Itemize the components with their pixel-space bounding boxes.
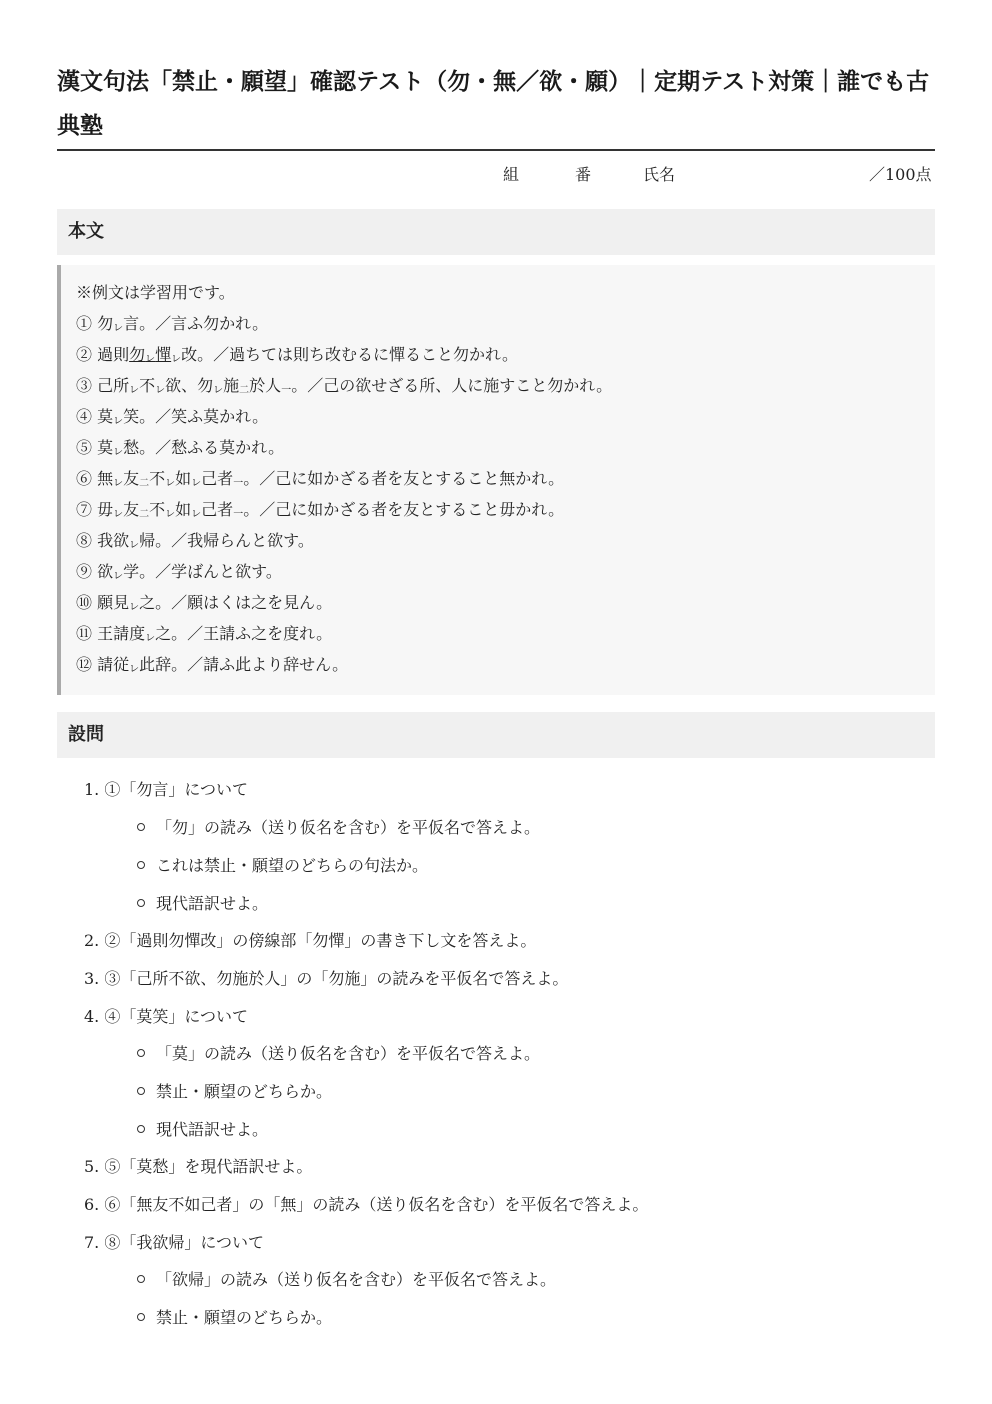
bullet-icon bbox=[137, 899, 145, 907]
question-2: 2. ②「過則勿憚改」の傍線部「勿憚」の書き下し文を答えよ。 bbox=[84, 931, 537, 950]
questions-heading: 設問 bbox=[57, 712, 935, 758]
question-1-sub-1: 「勿」の読み（送り仮名を含む）を平仮名で答えよ。 bbox=[137, 817, 540, 839]
question-4: 4. ④「莫笑」について bbox=[84, 1007, 249, 1026]
example-line-6: ⑥ 無レ友二不レ如レ己者一。／己に如かざる者を友とすること無かれ。 bbox=[76, 469, 565, 489]
example-line-1: ① 勿レ言。／言ふ勿かれ。 bbox=[76, 314, 269, 334]
page-title: 漢文句法「禁止・願望」確認テスト（勿・無／欲・願）｜定期テスト対策｜誰でも古典塾 bbox=[57, 68, 930, 139]
question-6: 6. ⑥「無友不如己者」の「無」の読み（送り仮名を含む）を平仮名で答えよ。 bbox=[84, 1195, 649, 1214]
question-1-sub-3: 現代語訳せよ。 bbox=[137, 893, 268, 915]
question-1-sub-2: これは禁止・願望のどちらの句法か。 bbox=[137, 855, 428, 877]
bullet-icon bbox=[137, 1313, 145, 1321]
example-line-12: ⑫ 請従レ此辞。／請ふ此より辞せん。 bbox=[76, 655, 349, 675]
question-7-sub-1: 「欲帰」の読み（送り仮名を含む）を平仮名で答えよ。 bbox=[137, 1269, 556, 1291]
example-line-8: ⑧ 我欲レ帰。／我帰らんと欲す。 bbox=[76, 531, 314, 551]
example-line-4: ④ 莫レ笑。／笑ふ莫かれ。 bbox=[76, 407, 269, 427]
bullet-icon bbox=[137, 1125, 145, 1133]
question-7: 7. ⑧「我欲帰」について bbox=[84, 1233, 265, 1252]
name-label: 氏名 bbox=[643, 165, 676, 184]
question-4-sub-2: 禁止・願望のどちらか。 bbox=[137, 1081, 332, 1103]
underlined-phrase: 勿レ憚 bbox=[129, 345, 172, 365]
example-line-5: ⑤ 莫レ愁。／愁ふる莫かれ。 bbox=[76, 438, 285, 458]
question-3: 3. ③「己所不欲、勿施於人」の「勿施」の読みを平仮名で答えよ。 bbox=[84, 969, 569, 988]
example-line-10: ⑩ 願見レ之。／願はくは之を見ん。 bbox=[76, 593, 333, 613]
question-1: 1. ①「勿言」について bbox=[84, 780, 249, 799]
bullet-icon bbox=[137, 1049, 145, 1057]
example-line-3: ③ 己所レ不レ欲、勿レ施二於人一。／己の欲せざる所、人に施すこと勿かれ。 bbox=[76, 376, 613, 396]
example-line-9: ⑨ 欲レ学。／学ばんと欲す。 bbox=[76, 562, 282, 582]
question-7-sub-2: 禁止・願望のどちらか。 bbox=[137, 1307, 332, 1329]
bullet-icon bbox=[137, 1275, 145, 1283]
honbun-box bbox=[57, 265, 935, 695]
honbun-note: ※例文は学習用です。 bbox=[76, 283, 235, 302]
number-label: 番 bbox=[575, 165, 592, 184]
example-line-2: ② 過則勿レ憚レ改。／過ちては則ち改むるに憚ること勿かれ。 bbox=[76, 345, 518, 365]
question-4-sub-1: 「莫」の読み（送り仮名を含む）を平仮名で答えよ。 bbox=[137, 1043, 540, 1065]
title-divider bbox=[57, 149, 935, 151]
score-label: ／100点 bbox=[869, 165, 932, 184]
example-line-11: ⑪ 王請度レ之。／王請ふ之を度れ。 bbox=[76, 624, 333, 644]
question-4-sub-3: 現代語訳せよ。 bbox=[137, 1119, 268, 1141]
bullet-icon bbox=[137, 1087, 145, 1095]
question-5: 5. ⑤「莫愁」を現代語訳せよ。 bbox=[84, 1157, 313, 1176]
bullet-icon bbox=[137, 861, 145, 869]
honbun-heading: 本文 bbox=[57, 209, 935, 255]
example-line-7: ⑦ 毋レ友二不レ如レ己者一。／己に如かざる者を友とすること毋かれ。 bbox=[76, 500, 565, 520]
bullet-icon bbox=[137, 823, 145, 831]
class-label: 組 bbox=[503, 165, 520, 184]
